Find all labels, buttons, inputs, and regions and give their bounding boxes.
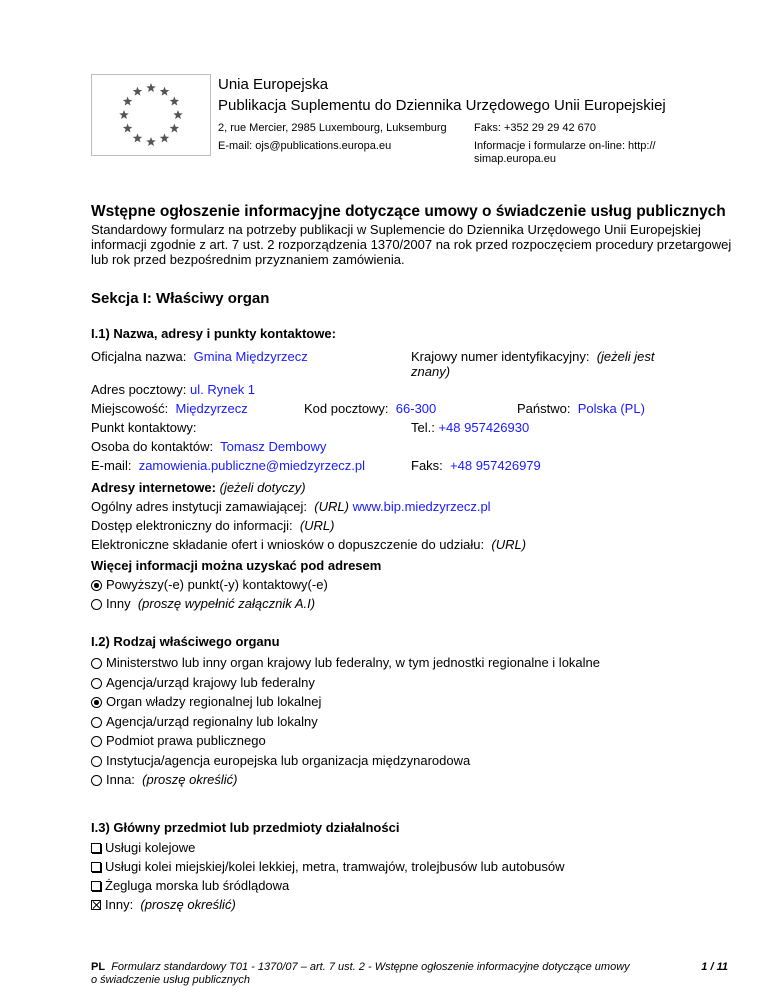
option-label: Żegluga morska lub śródlądowa xyxy=(105,878,290,893)
radio-selected-icon[interactable] xyxy=(91,697,102,708)
eu-flag-stars-icon xyxy=(92,75,210,155)
checkbox-option[interactable] xyxy=(91,859,565,874)
postal-row xyxy=(91,382,255,397)
national-id-hint-2: znany) xyxy=(411,364,451,379)
email-label: E-mail: xyxy=(91,458,132,473)
s11-heading: I.1) Nazwa, adresy i punkty kontaktowe: xyxy=(91,326,336,341)
eu-star-icon xyxy=(160,133,170,142)
header-publication: Publikacja Suplementu do Dziennika Urzędowego Unii Europejskiej xyxy=(218,97,666,114)
option-hint: (proszę określić) xyxy=(142,772,238,787)
national-id-row xyxy=(411,349,655,364)
postcode-label: Kod pocztowy: xyxy=(304,401,389,416)
electronic-access-row xyxy=(91,518,335,533)
option-label: Agencja/urząd krajowy lub federalny xyxy=(106,674,315,690)
option-label: Powyższy(-e) punkt(-y) kontaktowy(-e) xyxy=(106,577,328,592)
section-title: Sekcja I: Właściwy organ xyxy=(91,290,270,307)
checkbox-option[interactable] xyxy=(91,840,195,855)
option-label: Instytucja/agencja europejska lub organizacja międzynarodowa xyxy=(106,752,471,768)
header-org: Unia Europejska xyxy=(218,76,329,93)
internet-hint: (jeżeli dotyczy) xyxy=(219,480,306,495)
radio-option[interactable] xyxy=(91,655,600,670)
option-label: Usługi kolejowe xyxy=(105,840,196,855)
footer-line1 xyxy=(91,961,630,973)
postcode-row xyxy=(304,401,436,416)
s13-heading: I.3) Główny przedmiot lub przedmioty działalności xyxy=(91,820,400,835)
national-id-label: Krajowy numer identyfikacyjny: xyxy=(411,349,590,364)
more-info-heading: Więcej informacji można uzyskać pod adresem xyxy=(91,558,382,573)
radio-option[interactable] xyxy=(91,577,328,592)
option-hint: (proszę określić) xyxy=(140,897,236,912)
eu-star-icon xyxy=(123,97,133,106)
official-name-label: Oficjalna nazwa: xyxy=(91,349,187,364)
notice-title: Wstępne ogłoszenie informacyjne dotyczące umowy o świadczenie usług publicznych xyxy=(91,203,726,220)
radio-empty-icon[interactable] xyxy=(91,717,102,728)
eu-star-icon xyxy=(123,124,133,133)
radio-empty-icon[interactable] xyxy=(91,736,102,747)
header-email: E-mail: ojs@publications.europa.eu xyxy=(218,140,392,152)
email-value[interactable]: zamowienia.publiczne@miedzyrzecz.pl xyxy=(138,458,366,473)
country-label: Państwo: xyxy=(517,401,571,416)
general-address-row xyxy=(91,499,491,514)
eu-star-icon xyxy=(173,110,183,119)
contact-person-label: Osoba do kontaktów: xyxy=(91,439,214,454)
eu-logo xyxy=(91,74,211,156)
internet-row xyxy=(91,480,306,495)
radio-option[interactable] xyxy=(91,596,315,611)
option-hint: (proszę wypełnić załącznik A.I) xyxy=(137,596,316,611)
checkbox-option[interactable] xyxy=(91,897,236,912)
email-row xyxy=(91,458,365,473)
eu-star-icon xyxy=(146,83,156,92)
official-name-row xyxy=(91,349,308,364)
tel-value: +48 957426930 xyxy=(438,420,530,435)
eu-star-icon xyxy=(170,97,180,106)
option-label: Podmiot prawa publicznego xyxy=(106,733,266,748)
header-info-line2: simap.europa.eu xyxy=(474,153,556,165)
notice-desc-2: informacji zgodnie z art. 7 ust. 2 rozporządzenia 1370/2007 na rok przed rozpoczęciem procedury przetargowej xyxy=(91,237,732,252)
radio-option[interactable] xyxy=(91,733,266,748)
electronic-submission-label: Elektroniczne składanie ofert i wniosków o dopuszczenie do udziału: xyxy=(91,537,485,552)
city-value: Międzyrzecz xyxy=(175,401,248,416)
option-label: Inny xyxy=(106,596,131,611)
s12-heading: I.2) Rodzaj właściwego organu xyxy=(91,634,280,649)
fax-label: Faks: xyxy=(411,458,443,473)
electronic-submission-row xyxy=(91,537,526,552)
contact-points-label: Punkt kontaktowy: xyxy=(91,420,197,435)
option-label: Inna: xyxy=(106,772,135,787)
eu-star-icon xyxy=(133,87,143,96)
checkbox-option[interactable] xyxy=(91,878,289,893)
eu-star-icon xyxy=(160,87,170,96)
country-value: Polska (PL) xyxy=(577,401,645,416)
contact-person-row xyxy=(91,439,326,454)
radio-selected-icon[interactable] xyxy=(91,580,102,591)
radio-option[interactable] xyxy=(91,772,238,787)
radio-option[interactable] xyxy=(91,753,470,768)
tel-row xyxy=(411,420,529,435)
radio-empty-icon[interactable] xyxy=(91,658,102,669)
eu-star-icon xyxy=(133,133,143,142)
country-row xyxy=(517,401,645,416)
electronic-access-url-hint: (URL) xyxy=(299,518,335,533)
radio-option[interactable] xyxy=(91,714,318,729)
internet-label: Adresy internetowe: xyxy=(91,480,216,495)
radio-empty-icon[interactable] xyxy=(91,599,102,610)
option-label: Inny: xyxy=(105,897,134,912)
checkbox-checked-icon[interactable] xyxy=(91,900,101,910)
electronic-submission-url-hint: (URL) xyxy=(491,537,527,552)
header-address: 2, rue Mercier, 2985 Luxembourg, Luksemburg xyxy=(218,122,447,134)
city-row xyxy=(91,401,248,416)
option-label: Usługi kolei miejskiej/kolei lekkiej, metra, tramwajów, trolejbusów lub autobusów xyxy=(105,859,565,874)
checkbox-empty-icon[interactable] xyxy=(91,881,101,891)
footer-text-1: Formularz standardowy T01 - 1370/07 – art. 7 ust. 2 - Wstępne ogłoszenie informacyjne dotyczące umowy xyxy=(111,961,630,973)
notice-desc-1: Standardowy formularz na potrzeby publikacji w Suplemencie do Dziennika Urzędowego Unii Europejskiej xyxy=(91,222,701,237)
general-address-label: Ogólny adres instytucji zamawiającej: xyxy=(91,499,308,514)
option-label: Agencja/urząd regionalny lub lokalny xyxy=(106,713,318,729)
radio-empty-icon[interactable] xyxy=(91,756,102,767)
radio-option[interactable] xyxy=(91,675,315,690)
option-label: Ministerstwo lub inny organ krajowy lub federalny, w tym jednostki regionalne i lokalne xyxy=(106,655,600,670)
contact-person-value: Tomasz Dembowy xyxy=(220,439,327,454)
postcode-value: 66-300 xyxy=(395,401,437,416)
header-info-line1: Informacje i formularze on-line: http:// xyxy=(474,140,656,152)
radio-empty-icon[interactable] xyxy=(91,775,102,786)
radio-empty-icon[interactable] xyxy=(91,678,102,689)
tel-label: Tel.: xyxy=(411,420,435,435)
eu-star-icon xyxy=(119,110,129,119)
option-label: Organ władzy regionalnej lub lokalnej xyxy=(106,694,322,709)
fax-value: +48 957426979 xyxy=(450,458,541,473)
notice-desc-3: lub rok przed bezpośrednim przyznaniem zamówienia. xyxy=(91,252,405,267)
official-name-value: Gmina Międzyrzecz xyxy=(193,349,308,364)
general-address-link[interactable]: www.bip.miedzyrzecz.pl xyxy=(352,499,491,514)
city-label: Miejscowość: xyxy=(91,401,169,416)
radio-option[interactable] xyxy=(91,694,321,709)
checkbox-empty-icon[interactable] xyxy=(91,843,101,853)
header-fax: Faks: +352 29 29 42 670 xyxy=(474,122,597,134)
footer-lang: PL xyxy=(91,961,106,973)
eu-star-icon xyxy=(146,137,156,146)
postal-label: Adres pocztowy: xyxy=(91,382,187,397)
eu-star-icon xyxy=(170,124,180,133)
fax-row xyxy=(411,458,541,473)
page-number: 1 / 11 xyxy=(701,961,728,973)
footer-text-2: o świadczenie usług publicznych xyxy=(91,974,250,986)
checkbox-empty-icon[interactable] xyxy=(91,862,101,872)
electronic-access-label: Dostęp elektroniczny do informacji: xyxy=(91,518,293,533)
general-address-url-hint: (URL) xyxy=(314,499,349,514)
postal-value: ul. Rynek 1 xyxy=(190,382,256,397)
national-id-hint-1: (jeżeli jest xyxy=(596,349,655,364)
